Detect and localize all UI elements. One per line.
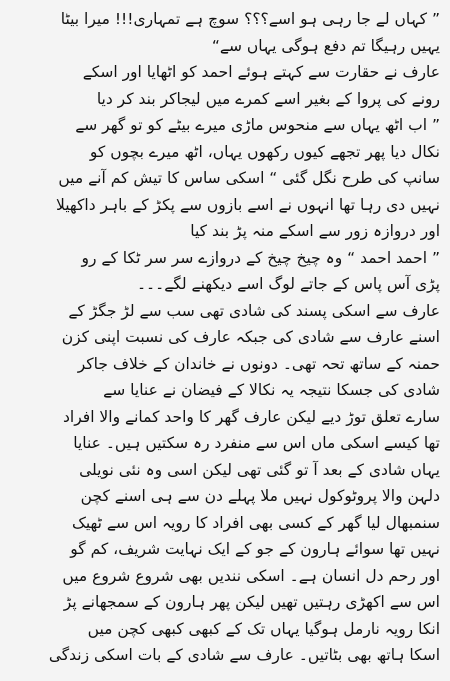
text-line: یہاں شادی کے بعد آ تو گئی تھی لیکن اسی وہ نئی نویلی xyxy=(79,460,440,479)
text-line: سانپ کی طرح نگل گئی “ اسکی ساس کا تیش کم آنے میں xyxy=(58,169,440,187)
urdu-text-block xyxy=(8,6,440,669)
text-line: انکا رویہ نارمل ہوگیا یہاں تک کے کبھی کبھی کچن میں xyxy=(87,619,440,638)
text-line: اور دروازہ زور سے اسکے منہ پڑ بند کیا xyxy=(190,222,440,240)
text-line: سنمبھال لیا گھر کے کسی بھی افراد کا رویہ اس سے ٹھیک xyxy=(71,513,440,532)
text-line: دلہن والا پروٹوکول نہیں ملا پہلے دن سے ہی اسنے کچن xyxy=(80,487,440,505)
text-line: شادی کی جسکا نتیجہ یہ نکالا کے فیضان نے عنایا سے xyxy=(103,381,440,399)
text-line: اور رحم دل انسان ہے۔ اسکی نندیں بھی شروع شروع میں xyxy=(62,566,440,585)
text-line: عارف سے اسکی پسند کی شادی تھی سب سے لڑ جگڑ کے xyxy=(68,301,440,320)
text-line: عارف نے حقارت سے کہتے ہوئے احمد کو اٹھایا اور اسکے xyxy=(82,63,440,81)
text-line: اس سے اکھڑی رہتیں تھیں لیکن پھر ہارون کے سمجھانے پڑ xyxy=(63,593,440,611)
text-line: ” کہاں لے جا رہی ہو اسے؟؟؟ سوچ ہے تمہاری!!! میرا بیٹا xyxy=(60,10,440,28)
text-line: نہیں دی رہا تھا انہوں نے اسے بازوں سے پکڑ کے باہر داکھیلا xyxy=(55,195,440,214)
text-line: یہیں رہیگا تم دفع ہوگی یہاں سے“ xyxy=(211,36,440,55)
text-line: پڑی آس پاس کے جاتے لوگ اسے دیکھنے لگے۔۔۔ xyxy=(136,275,440,293)
text-line: حمنہ کے ساتھ تحہ تھی۔ دونوں نے خاندان کے خلاف جاکر xyxy=(77,354,440,373)
text-line: تھا کیسے اسکی ماں اس سے منفرد رہ سکتیں ہیں۔ عنایا xyxy=(73,434,440,452)
text-line: اسکا ہاتھ بھی بٹاتیں۔ عارف سے شادی کے بات اسکی زندگی xyxy=(48,646,440,664)
text-line: نکال دیا پھر تجھے کیوں رکھوں یہاں، اٹھ میرے بچوں کو xyxy=(89,142,440,161)
text-line: نہیں تھا سوائے ہارون کے جو کے ایک نہایت شریف، کم گو xyxy=(70,540,440,558)
text-line: ” اب اٹھ یہاں سے منحوس ماڑی میرے بیٹے کو تو گھر سے xyxy=(75,116,440,134)
text-line: سارے تعلق توڑ دیے لیکن عارف گھر کا واحد کمانے والا افراد xyxy=(63,407,440,426)
text-line: اسنے عارف سے شادی کی جبکہ عارف کی نسبت اپنی کزن xyxy=(61,328,440,346)
text-line: ” احمد احمد “ وہ چیخ چیخ کے دروازے سر سر ٹکا کے رو xyxy=(81,248,440,267)
text-line: رونے کی پروا کے بغیر اسے کمرے میں لیجاکر بند کر دیا xyxy=(96,89,440,108)
